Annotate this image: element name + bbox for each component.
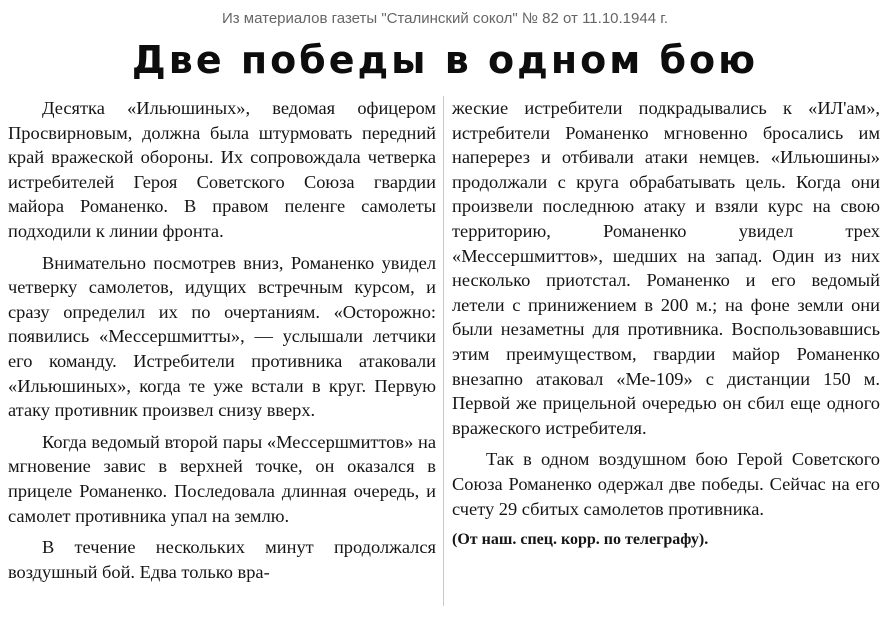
headline: Две победы в одном бою (131, 38, 759, 82)
column-divider (443, 96, 444, 606)
article-paragraph: Внимательно посмотрев вниз, Романенко увидел четверку самолетов, идущих встречным курсом, и сразу определил их по очертаниям. «Осторожно: появились «Мессершмитты», — услышали летчики его команду. Истребители противника атаковали «Ильюшиных», когда те уже встали в круг. Первую атаку противник произвел снизу вверх. (8, 252, 436, 421)
article-paragraph: Десятка «Ильюшиных», ведомая офицером Просвирновым, должна была штурмовать передний край вражеской обороны. Их сопровождала четверка истребителей Героя Советского Союза гвардии майора Романенко. В правом пеленге самолеты подходили к линии фронта. (8, 98, 436, 241)
article-paragraph: В течение нескольких минут продолжался воздушный бой. Едва только вра- (8, 537, 436, 582)
article-credit: (От наш. спец. корр. по телеграфу). (452, 531, 709, 549)
article-right-column (452, 96, 880, 553)
source-line: Из материалов газеты "Сталинский сокол" № 82 от 11.10.1944 г. (221, 10, 669, 27)
article-left-column (8, 96, 436, 584)
article-paragraph: Когда ведомый второй пары «Мессершмиттов» на мгновение завис в верхней точке, он оказался в прицеле Романенко. Последовала длинная очередь, и самолет противника упал на землю. (8, 431, 436, 526)
article-paragraph: Так в одном воздушном бою Герой Советского Союза Романенко одержал две победы. Сейчас на его счету 29 сбитых самолетов противника. (452, 449, 880, 519)
article-paragraph: жеские истребители подкрадывались к «ИЛ'ам», истребители Романенко мгновенно бросались им наперерез и отбивали атаки немцев. «Ильюшины» продолжали с круга обрабатывать цель. Когда они произвели последнюю атаку и взяли курс на свою территорию, Романенко увидел трех «Мессершмиттов», шедших на запад. Один из них несколько приотстал. Романенко и его ведомый летели с принижением в 200 м.; на фоне земли они были незаметны для противника. Воспользовавшись этим преимуществом, гвардии майор Романенко внезапно атаковал «Ме-109» с дистанции 150 м. Первой же прицельной очередью он сбил еще одного вражеского истребителя. (452, 98, 880, 438)
